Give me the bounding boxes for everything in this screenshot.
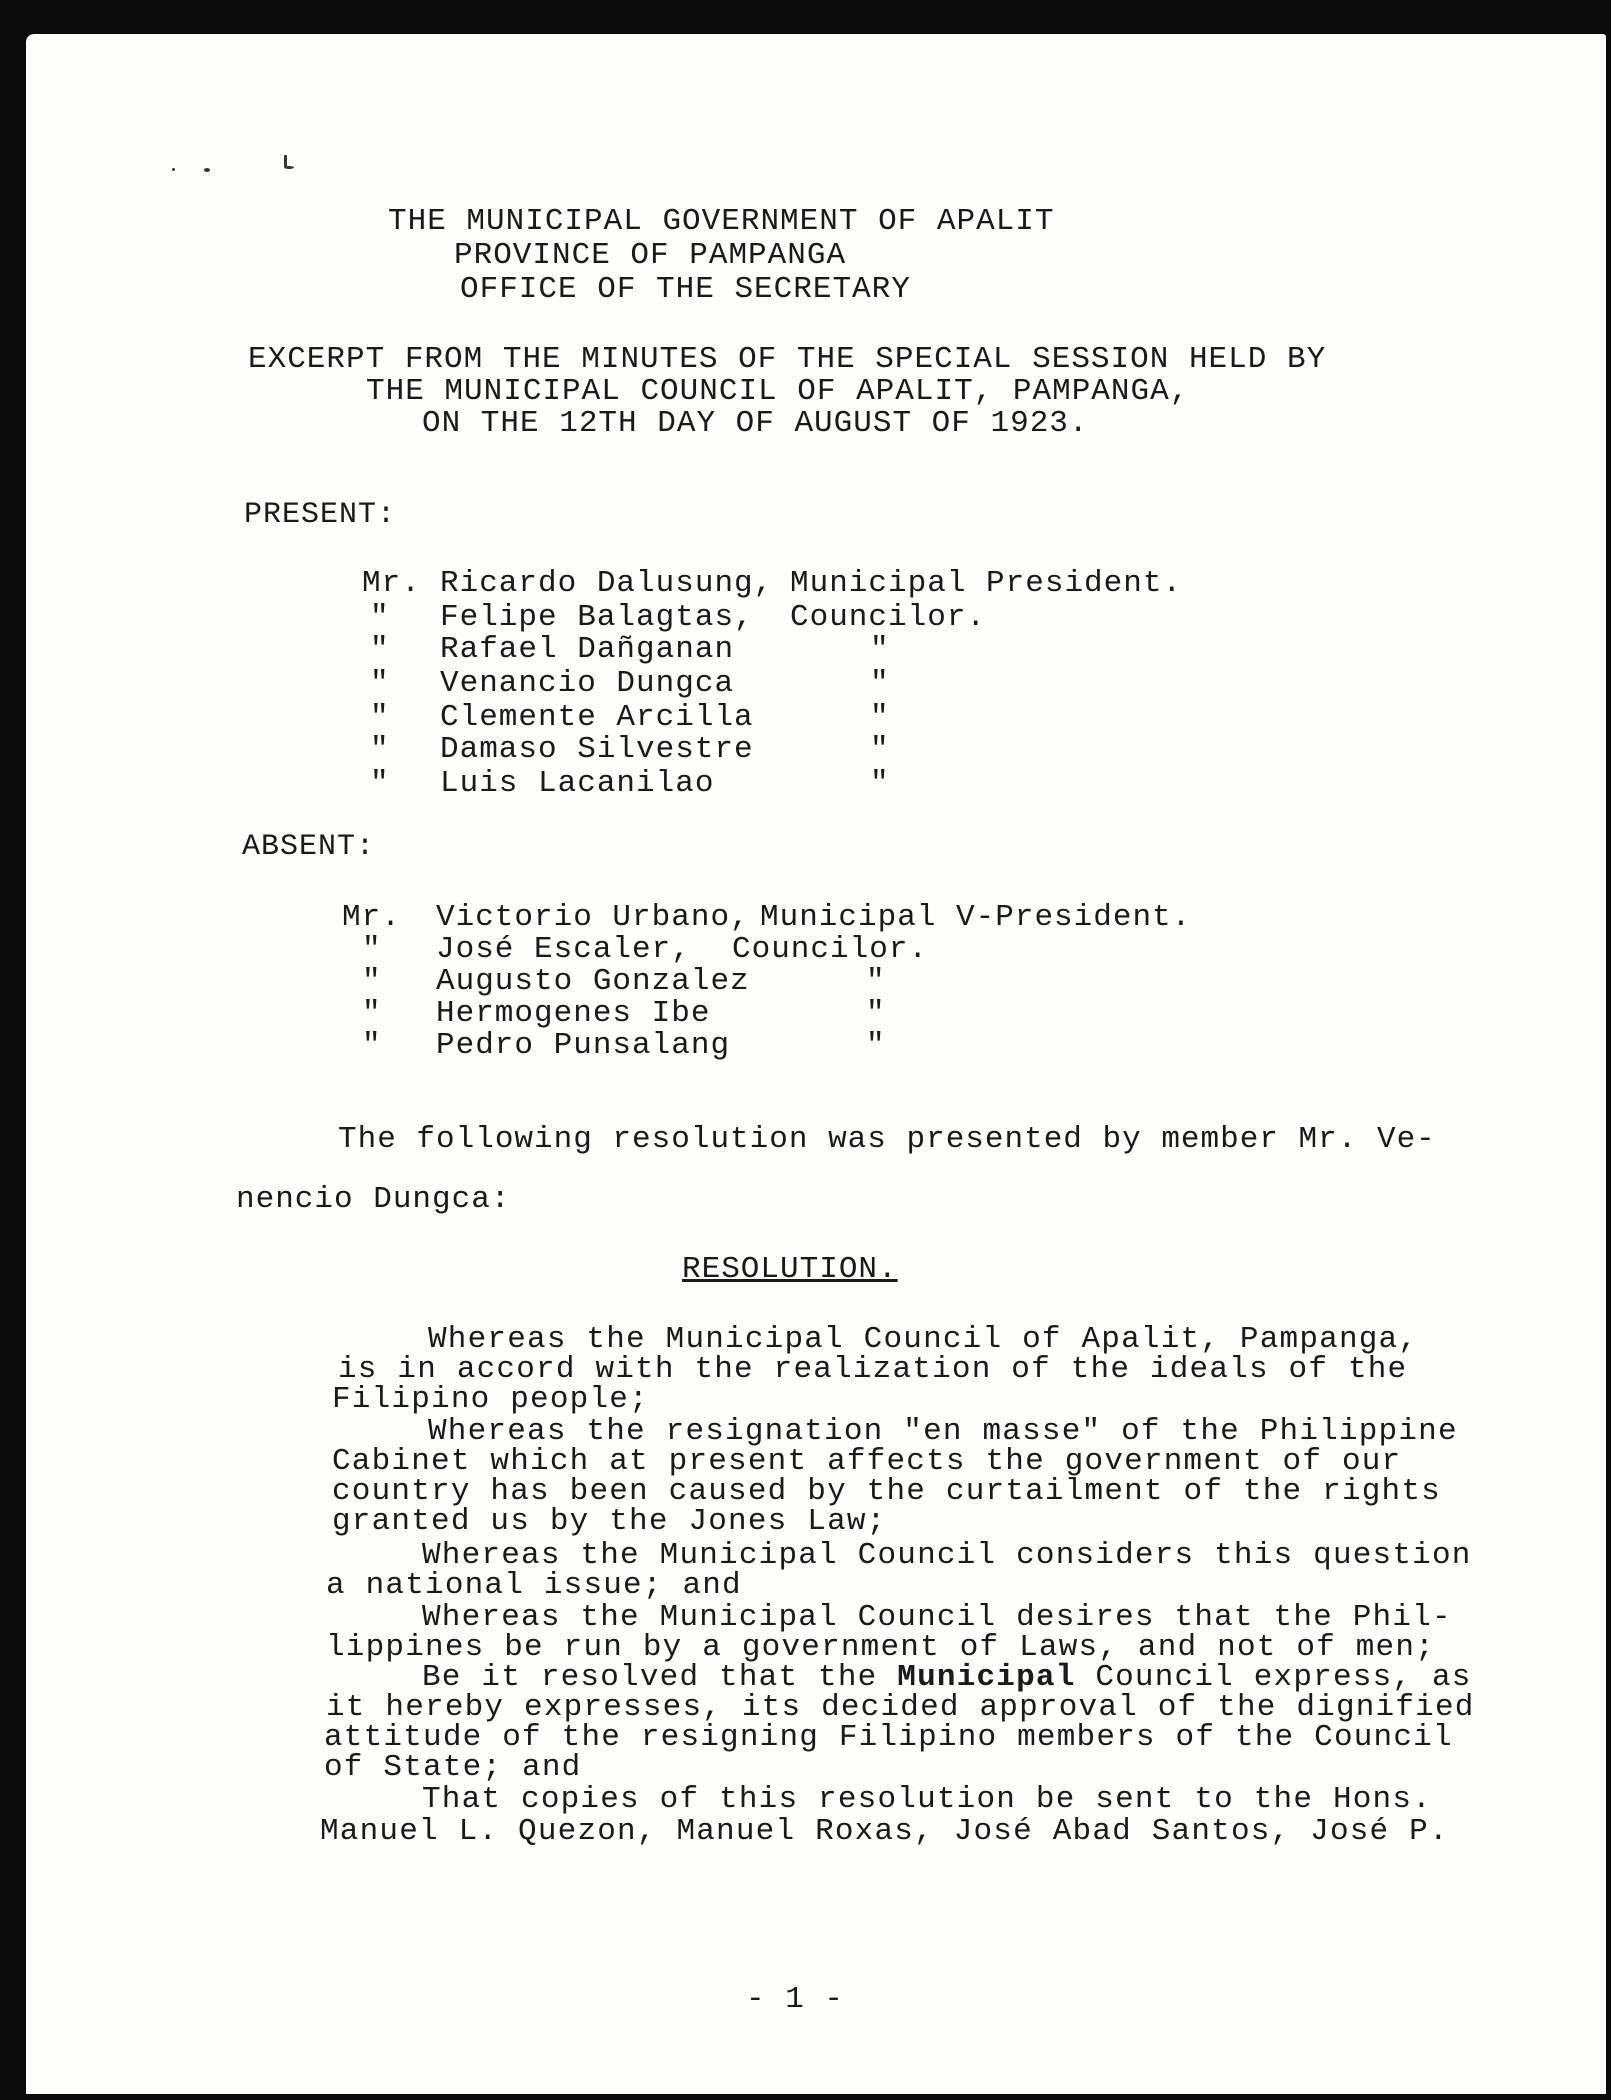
resolution-line: Manuel L. Quezon, Manuel Roxas, José Abad Santos, José P. bbox=[320, 1814, 1449, 1849]
stray-mark bbox=[284, 155, 287, 167]
member-prefix: Mr. bbox=[342, 900, 401, 935]
member-prefix: " bbox=[362, 1028, 382, 1063]
member-name: Rafael Dañganan bbox=[440, 632, 735, 667]
resolved-text-end: Council express, as bbox=[1095, 1660, 1472, 1695]
member-position: Municipal V-President. bbox=[760, 900, 1192, 935]
member-name: Clemente Arcilla bbox=[440, 700, 754, 735]
member-position: Councilor. bbox=[732, 932, 929, 967]
member-prefix: " bbox=[370, 666, 390, 701]
member-position: " bbox=[866, 996, 886, 1031]
member-position: " bbox=[870, 766, 890, 801]
header-line-1: THE MUNICIPAL GOVERNMENT OF APALIT bbox=[388, 204, 1055, 239]
present-label: PRESENT: bbox=[244, 498, 397, 532]
member-position: " bbox=[866, 964, 886, 999]
intro-line-1: The following resolution was presented by member Mr. Ve- bbox=[338, 1122, 1436, 1157]
member-prefix: " bbox=[370, 766, 390, 801]
resolution-line: it hereby expresses, its decided approval of the dignified bbox=[326, 1690, 1475, 1725]
resolution-line: Filipino people; bbox=[332, 1382, 649, 1417]
resolution-line: Whereas the Municipal Council desires that the Phil- bbox=[422, 1600, 1452, 1635]
header-line-2: PROVINCE OF PAMPANGA bbox=[454, 238, 847, 273]
member-prefix: " bbox=[362, 996, 382, 1031]
document-page bbox=[26, 34, 1606, 2094]
page-number: - 1 - bbox=[746, 1982, 845, 2017]
resolved-text-start: Be it resolved that the bbox=[422, 1660, 878, 1695]
resolution-title: RESOLUTION. bbox=[682, 1252, 898, 1287]
member-name: Damaso Silvestre bbox=[440, 732, 754, 767]
intro-line-2: nencio Dungca: bbox=[236, 1182, 511, 1217]
resolution-line: is in accord with the realization of the ideals of the bbox=[338, 1352, 1408, 1387]
excerpt-line-2: THE MUNICIPAL COUNCIL OF APALIT, PAMPANGA, bbox=[366, 374, 1190, 409]
excerpt-line-3: ON THE 12TH DAY OF AUGUST OF 1923. bbox=[422, 406, 1089, 441]
resolution-line: That copies of this resolution be sent to the Hons. bbox=[422, 1782, 1432, 1817]
resolution-line: of State; and bbox=[324, 1750, 582, 1785]
stray-mark bbox=[172, 168, 175, 171]
member-name: Ricardo Dalusung, bbox=[440, 566, 774, 601]
member-position: Municipal President. bbox=[790, 566, 1183, 601]
member-name: Felipe Balagtas, bbox=[440, 600, 754, 635]
member-name: Pedro Punsalang bbox=[436, 1028, 731, 1063]
member-position: " bbox=[870, 632, 890, 667]
member-prefix: Mr. bbox=[362, 566, 421, 601]
absent-label: ABSENT: bbox=[242, 830, 376, 864]
resolution-line: country has been caused by the curtailment of the rights bbox=[332, 1474, 1441, 1509]
resolution-line: Whereas the Municipal Council considers this question bbox=[422, 1538, 1472, 1573]
member-prefix: " bbox=[370, 700, 390, 735]
member-name: José Escaler, bbox=[436, 932, 691, 967]
member-prefix: " bbox=[370, 600, 390, 635]
member-position: " bbox=[870, 732, 890, 767]
resolution-line: Whereas the Municipal Council of Apalit, Pampanga, bbox=[428, 1322, 1419, 1357]
member-name: Luis Lacanilao bbox=[440, 766, 715, 801]
member-name: Augusto Gonzalez bbox=[436, 964, 750, 999]
member-prefix: " bbox=[362, 964, 382, 999]
resolution-line: Cabinet which at present affects the government of our bbox=[332, 1444, 1402, 1479]
excerpt-line-1: EXCERPT FROM THE MINUTES OF THE SPECIAL SESSION HELD BY bbox=[248, 342, 1327, 377]
municipal-overtyped: Municipal bbox=[897, 1660, 1096, 1695]
resolution-line: a national issue; and bbox=[326, 1568, 742, 1603]
member-position: Councilor. bbox=[790, 600, 987, 635]
member-prefix: " bbox=[362, 932, 382, 967]
member-name: Venancio Dungca bbox=[440, 666, 735, 701]
resolution-line: granted us by the Jones Law; bbox=[332, 1504, 887, 1539]
member-position: " bbox=[870, 700, 890, 735]
header-line-3: OFFICE OF THE SECRETARY bbox=[460, 272, 911, 307]
member-position: " bbox=[870, 666, 890, 701]
resolution-line: attitude of the resigning Filipino members of the Council bbox=[324, 1720, 1453, 1755]
member-position: " bbox=[866, 1028, 886, 1063]
stray-mark bbox=[204, 168, 210, 172]
member-name: Victorio Urbano, bbox=[436, 900, 750, 935]
member-name: Hermogenes Ibe bbox=[436, 996, 711, 1031]
member-prefix: " bbox=[370, 632, 390, 667]
resolution-line: Whereas the resignation "en masse" of the Philippine bbox=[428, 1414, 1458, 1449]
member-prefix: " bbox=[370, 732, 390, 767]
resolution-line: lippines be run by a government of Laws, and not of men; bbox=[326, 1630, 1435, 1665]
